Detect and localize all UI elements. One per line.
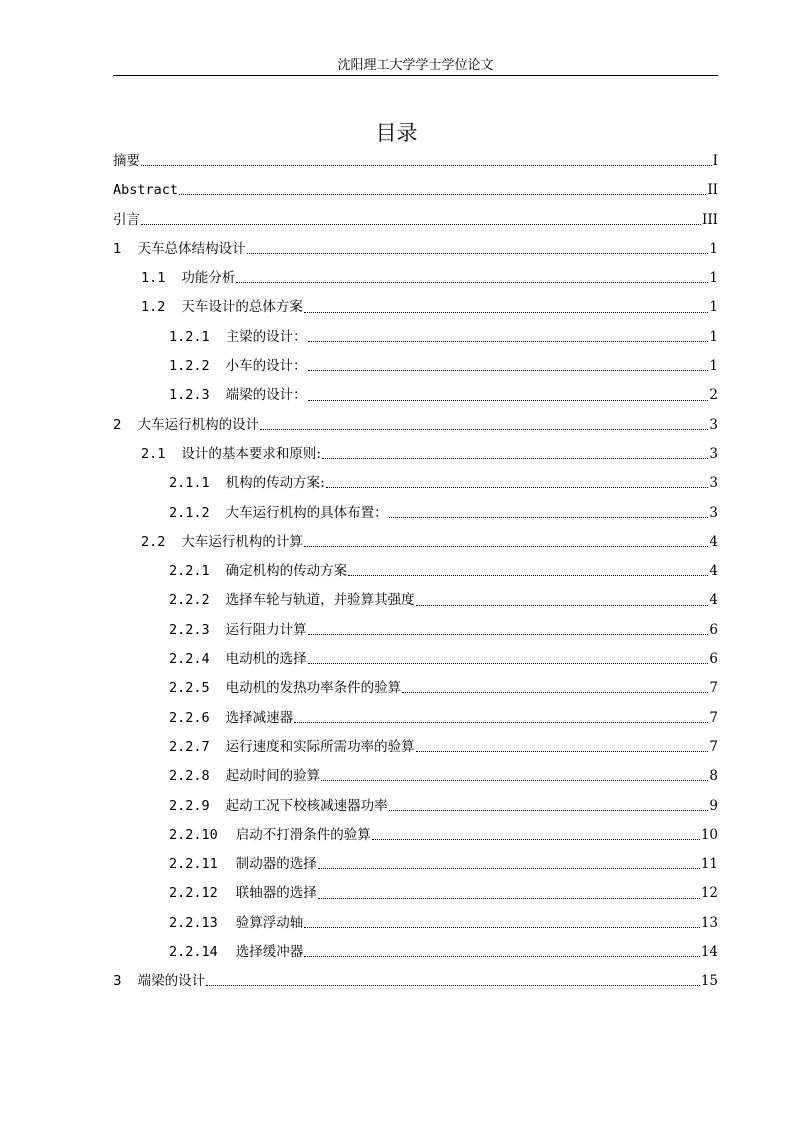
toc-entry-title: 起动工况下校核减速器功率 <box>225 797 388 814</box>
toc-entry-title: 选择缓冲器 <box>235 944 304 961</box>
toc-dot-leader <box>321 780 708 781</box>
toc-entry-number: 2.2.10 <box>169 826 218 843</box>
toc-entry-page: 8 <box>709 768 718 785</box>
toc-dot-leader <box>326 487 709 488</box>
table-of-contents <box>113 147 718 997</box>
toc-entry[interactable] <box>113 323 718 352</box>
toc-entry[interactable] <box>113 616 718 645</box>
toc-entry[interactable] <box>113 879 718 908</box>
toc-dot-leader <box>318 898 700 899</box>
toc-entry-page: 12 <box>700 885 718 902</box>
toc-entry[interactable] <box>113 674 718 703</box>
toc-entry-number: 2.2.9 <box>169 797 210 814</box>
toc-dot-leader <box>179 194 706 195</box>
toc-dot-leader <box>304 546 709 547</box>
running-header: 沈阳理工大学学士学位论文 <box>337 58 494 73</box>
toc-entry-title: 天车设计的总体方案 <box>181 299 303 316</box>
toc-entry-number: 1.2.1 <box>169 328 210 345</box>
toc-dot-leader <box>308 634 709 635</box>
toc-entry[interactable] <box>113 704 718 733</box>
toc-entry-title: 机构的传动方案: <box>225 475 325 492</box>
toc-dot-leader <box>304 312 709 313</box>
toc-entry[interactable] <box>113 352 718 381</box>
toc-entry-number: 2.1.1 <box>169 475 210 492</box>
toc-entry[interactable] <box>113 528 718 557</box>
toc-entry-number: 2.2.13 <box>169 914 218 931</box>
toc-entry-page: 2 <box>709 387 718 404</box>
toc-dot-leader <box>206 985 700 986</box>
toc-dot-leader <box>308 370 709 371</box>
toc-entry-page: 4 <box>709 563 718 580</box>
toc-entry[interactable] <box>113 967 718 996</box>
toc-entry[interactable] <box>113 264 718 293</box>
toc-dot-leader <box>247 253 709 254</box>
toc-entry-number: 2.2 <box>141 533 166 550</box>
toc-entry[interactable] <box>113 440 718 469</box>
toc-entry-title: 大车运行机构的计算 <box>181 533 303 550</box>
toc-entry-page: 15 <box>700 973 718 990</box>
toc-entry-number: 2.2.7 <box>169 738 210 755</box>
toc-entry-number: 2.1 <box>141 445 166 462</box>
toc-entry[interactable] <box>113 821 718 850</box>
toc-entry[interactable] <box>113 176 718 205</box>
toc-dot-leader <box>372 839 700 840</box>
toc-entry[interactable] <box>113 235 718 264</box>
toc-entry-number: 2.2.5 <box>169 680 210 697</box>
toc-entry[interactable] <box>113 850 718 879</box>
toc-entry-page: 4 <box>709 533 718 550</box>
toc-entry-title: 大车运行机构的设计 <box>137 416 260 433</box>
toc-entry[interactable] <box>113 938 718 967</box>
toc-entry-number: 2.2.14 <box>169 944 218 961</box>
toc-dot-leader <box>416 605 709 606</box>
toc-entry-title: 主梁的设计： <box>225 328 307 345</box>
toc-title: 目录 <box>375 121 418 145</box>
toc-entry-page: 7 <box>709 738 718 755</box>
toc-entry-number: 1.2.3 <box>169 387 210 404</box>
toc-entry-page: 1 <box>709 299 718 316</box>
toc-dot-leader <box>389 810 709 811</box>
toc-entry-page: 1 <box>709 358 718 375</box>
toc-entry-number: 2.2.1 <box>169 563 210 580</box>
toc-dot-leader <box>304 956 700 957</box>
toc-entry-number: 2.2.4 <box>169 651 210 668</box>
toc-entry[interactable] <box>113 762 718 791</box>
toc-entry-page: III <box>702 211 718 228</box>
toc-entry-title: 小车的设计： <box>225 358 307 375</box>
toc-entry[interactable] <box>113 381 718 410</box>
toc-entry[interactable] <box>113 792 718 821</box>
toc-entry-page: 11 <box>700 856 718 873</box>
toc-entry[interactable] <box>113 411 718 440</box>
toc-entry-number: 2.2.12 <box>169 885 218 902</box>
toc-entry[interactable] <box>113 586 718 615</box>
toc-entry-number: 2.2.8 <box>169 768 210 785</box>
toc-dot-leader <box>389 517 709 518</box>
toc-entry-page: 7 <box>709 680 718 697</box>
toc-entry-page: 1 <box>709 328 718 345</box>
toc-entry-title: 验算浮动轴 <box>235 914 304 931</box>
toc-entry-title: 电动机的选择 <box>225 651 307 668</box>
toc-entry-number: 1.2 <box>141 299 166 316</box>
toc-entry-title: 运行速度和实际所需功率的验算 <box>225 738 415 755</box>
toc-entry[interactable] <box>113 206 718 235</box>
toc-dot-leader <box>416 751 709 752</box>
toc-dot-leader <box>402 692 708 693</box>
toc-dot-leader <box>141 165 712 166</box>
toc-entry-title: 摘要 <box>113 153 140 169</box>
toc-dot-leader <box>322 458 708 459</box>
toc-entry-title: 起动时间的验算 <box>225 768 321 785</box>
toc-entry[interactable] <box>113 293 718 322</box>
toc-entry-page: 9 <box>709 797 718 814</box>
toc-entry-page: 4 <box>709 592 718 609</box>
toc-entry-page: 3 <box>709 475 718 492</box>
toc-entry-title: 确定机构的传动方案 <box>225 563 348 580</box>
toc-entry-page: 14 <box>700 944 718 961</box>
toc-entry-title: 选择车轮与轨道，并验算其强度 <box>225 592 415 609</box>
toc-dot-leader <box>348 575 708 576</box>
toc-entry-number: 1 <box>113 240 122 257</box>
toc-entry-number: 3 <box>113 973 122 990</box>
toc-entry-title: 设计的基本要求和原则: <box>181 445 321 462</box>
toc-entry-page: 10 <box>700 826 718 843</box>
toc-entry-number: 1.2.2 <box>169 358 210 375</box>
toc-entry-title: 制动器的选择 <box>235 856 317 873</box>
toc-entry-number: 2 <box>113 416 122 433</box>
toc-entry-page: 3 <box>709 416 718 433</box>
toc-entry-title: 端梁的设计： <box>225 387 307 404</box>
toc-entry-title: Abstract <box>113 182 179 199</box>
toc-entry[interactable] <box>113 557 718 586</box>
toc-dot-leader <box>304 927 700 928</box>
toc-entry-title: 运行阻力计算 <box>225 621 307 638</box>
toc-dot-leader <box>308 341 709 342</box>
toc-entry-title: 大车运行机构的具体布置： <box>225 504 388 521</box>
toc-dot-leader <box>318 868 700 869</box>
toc-entry-page: 13 <box>700 914 718 931</box>
toc-entry-page: 6 <box>709 651 718 668</box>
toc-entry-title: 端梁的设计 <box>137 973 206 990</box>
toc-entry-page: 1 <box>709 240 718 257</box>
toc-entry-title: 启动不打滑条件的验算 <box>235 826 371 843</box>
toc-entry-number: 2.2.11 <box>169 856 218 873</box>
toc-entry-page: 3 <box>709 445 718 462</box>
toc-entry[interactable] <box>113 909 718 938</box>
toc-entry[interactable] <box>113 499 718 528</box>
toc-dot-leader <box>236 282 708 283</box>
toc-entry-title: 引言 <box>113 211 140 228</box>
toc-entry-title: 天车总体结构设计 <box>137 240 246 257</box>
toc-entry-page: II <box>707 182 718 199</box>
toc-dot-leader <box>260 429 708 430</box>
toc-dot-leader <box>294 722 708 723</box>
toc-entry-title: 选择减速器 <box>225 709 294 726</box>
toc-entry[interactable] <box>113 469 718 498</box>
toc-entry-title: 功能分析 <box>181 270 236 287</box>
header-rule <box>113 75 718 76</box>
toc-entry-page: 3 <box>709 504 718 521</box>
toc-entry-title: 电动机的发热功率条件的验算 <box>225 680 402 697</box>
toc-entry-number: 1.1 <box>141 270 166 287</box>
toc-entry-number: 2.1.2 <box>169 504 210 521</box>
toc-entry-number: 2.2.2 <box>169 592 210 609</box>
toc-dot-leader <box>308 663 709 664</box>
toc-dot-leader <box>308 400 709 401</box>
toc-entry[interactable] <box>113 147 718 176</box>
toc-entry[interactable] <box>113 733 718 762</box>
toc-entry-title: 联轴器的选择 <box>235 885 317 902</box>
toc-dot-leader <box>141 224 701 225</box>
toc-entry-page: I <box>712 153 718 169</box>
toc-entry-page: 6 <box>709 621 718 638</box>
toc-entry-number: 2.2.6 <box>169 709 210 726</box>
toc-entry-page: 1 <box>709 270 718 287</box>
toc-entry-number: 2.2.3 <box>169 621 210 638</box>
toc-entry[interactable] <box>113 645 718 674</box>
toc-entry-page: 7 <box>709 709 718 726</box>
